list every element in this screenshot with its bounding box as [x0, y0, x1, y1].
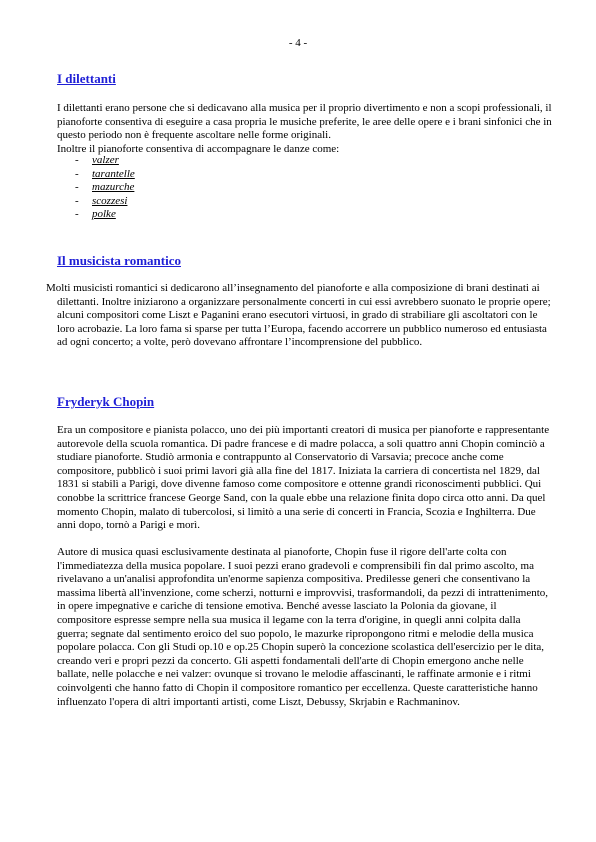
- list-item: - mazurche: [75, 181, 135, 194]
- dance-link-scozzesi[interactable]: scozzesi: [92, 194, 128, 207]
- paragraph-chopin-music: Autore di musica quasi esclusivamente destinata al pianoforte, Chopin fuse il rigore dell'arte colta con l'immediatezza della musica popolare. I suoi pezzi erano gradevoli e comprensibili fin dal primo ascolto, ma rivelavano a un'analisi approfondita un'enorme sapienza compositiva. Predilesse generi che consentivano la massima libertà all'invenzione, come scherzi, notturni e improvvisi, trasformandoli, da pezzi di intrattenimento, in opere impegnative e cariche di tensione emotiva. Benché avesse lasciato la Polonia da giovane, il compositore espresse sempre nella sua musica il legame con la terra d'origine, in quegli anni colpita dalla guerra; segnate dal sentimento eroico del suo popolo, le mazurke ripropongono ritmi e melodie della musica popolare polacca. Con gli Studi op.10 e op.25 Chopin superò la concezione scolastica dell'esercizio per le dita, creando veri e propri pezzi da concerto. Gli aspetti fondamentali dell'arte di Chopin emergono anche nelle ballate, nelle polacche e nei valzer: ovunque si trovano le melodie affascinanti, le raffinate armonie e i ritmi coinvolgenti che hanno fatto di Chopin il compositore romantico per eccellenza. Queste caratteristiche hanno influenzato l'opera di altri importanti artisti, come Liszt, Debussy, Skrjabin e Rachmaninov.: [57, 546, 549, 708]
- paragraph-dilettanti-dances: Inoltre il pianoforte consentiva di accompagnare le danze come:: [57, 143, 340, 155]
- dance-link-mazurche[interactable]: mazurche: [92, 181, 135, 194]
- heading-fryderyk-chopin[interactable]: Fryderyk Chopin: [57, 394, 155, 409]
- heading-i-dilettanti[interactable]: I dilettanti: [57, 71, 116, 86]
- list-item: - tarantelle: [75, 167, 135, 180]
- dance-link-polke[interactable]: polke: [92, 208, 116, 221]
- list-item: - valzer: [75, 154, 119, 166]
- paragraph-dilettanti-intro: I dilettanti erano persone che si dedicavano alla musica per il proprio divertimento e non a scopi professionali, il pianoforte consentiva di eseguire a casa propria le musiche preferite, le aree delle opere e i brani sinfonici che in questo periodo non è frequente ascoltare nelle forme originali.: [57, 102, 552, 142]
- heading-il-musicista-romantico[interactable]: Il musicista romantico: [57, 253, 181, 268]
- page-number: - 4 -: [288, 37, 308, 49]
- list-item: - polke: [75, 208, 116, 221]
- paragraph-chopin-biography: Era un compositore e pianista polacco, uno dei più importanti creatori di musica per pianoforte e rappresentante autorevole della scuola romantica. Di padre francese e di madre polacca, a soli quattro anni Chopin cominciò a studiare pianoforte. Studiò armonia e contrappunto al Conservatorio di Varsavia; precoce anche come compositore, pubblicò i suoi primi lavori già alla fine del 1817. Iniziata la carriera di concertista nel 1829, dal 1831 si stabilì a Parigi, dove divenne famoso come compositore e ottenne grandi riconoscimenti pubblici. Qui conobbe la scrittrice francese George Sand, con la quale ebbe una relazione finita dopo circa otto anni. Da quel momento Chopin, malato di tubercolosi, si limitò a una serie di concerti in Francia, Scozia e Inghilterra. Due anni dopo, tornò a Parigi e morì.: [57, 424, 550, 532]
- paragraph-musicista-romantico: Molti musicisti romantici si dedicarono all’insegnamento del pianoforte e alla composizione di brani destinati ai dilettanti. Inoltre iniziarono a organizzare personalmente concerti in cui essi avrebbero suonato le proprie opere; alcuni compositori come Liszt e Paganini erano esecutori virtuosi, in grado di strabiliare gli ascoltatori con le loro acrobazie. La loro fama si sparse per tutta l’Europa, facendo accorrere un pubblico numeroso ed entusiasta ad ogni concerto; a volte, però dovevano affrontare l’incomprensione del pubblico.: [46, 282, 551, 349]
- list-item: - scozzesi: [75, 194, 128, 207]
- dance-link-valzer[interactable]: valzer: [92, 154, 119, 166]
- dance-list: [75, 154, 135, 222]
- dance-link-tarantelle[interactable]: tarantelle: [92, 167, 135, 180]
